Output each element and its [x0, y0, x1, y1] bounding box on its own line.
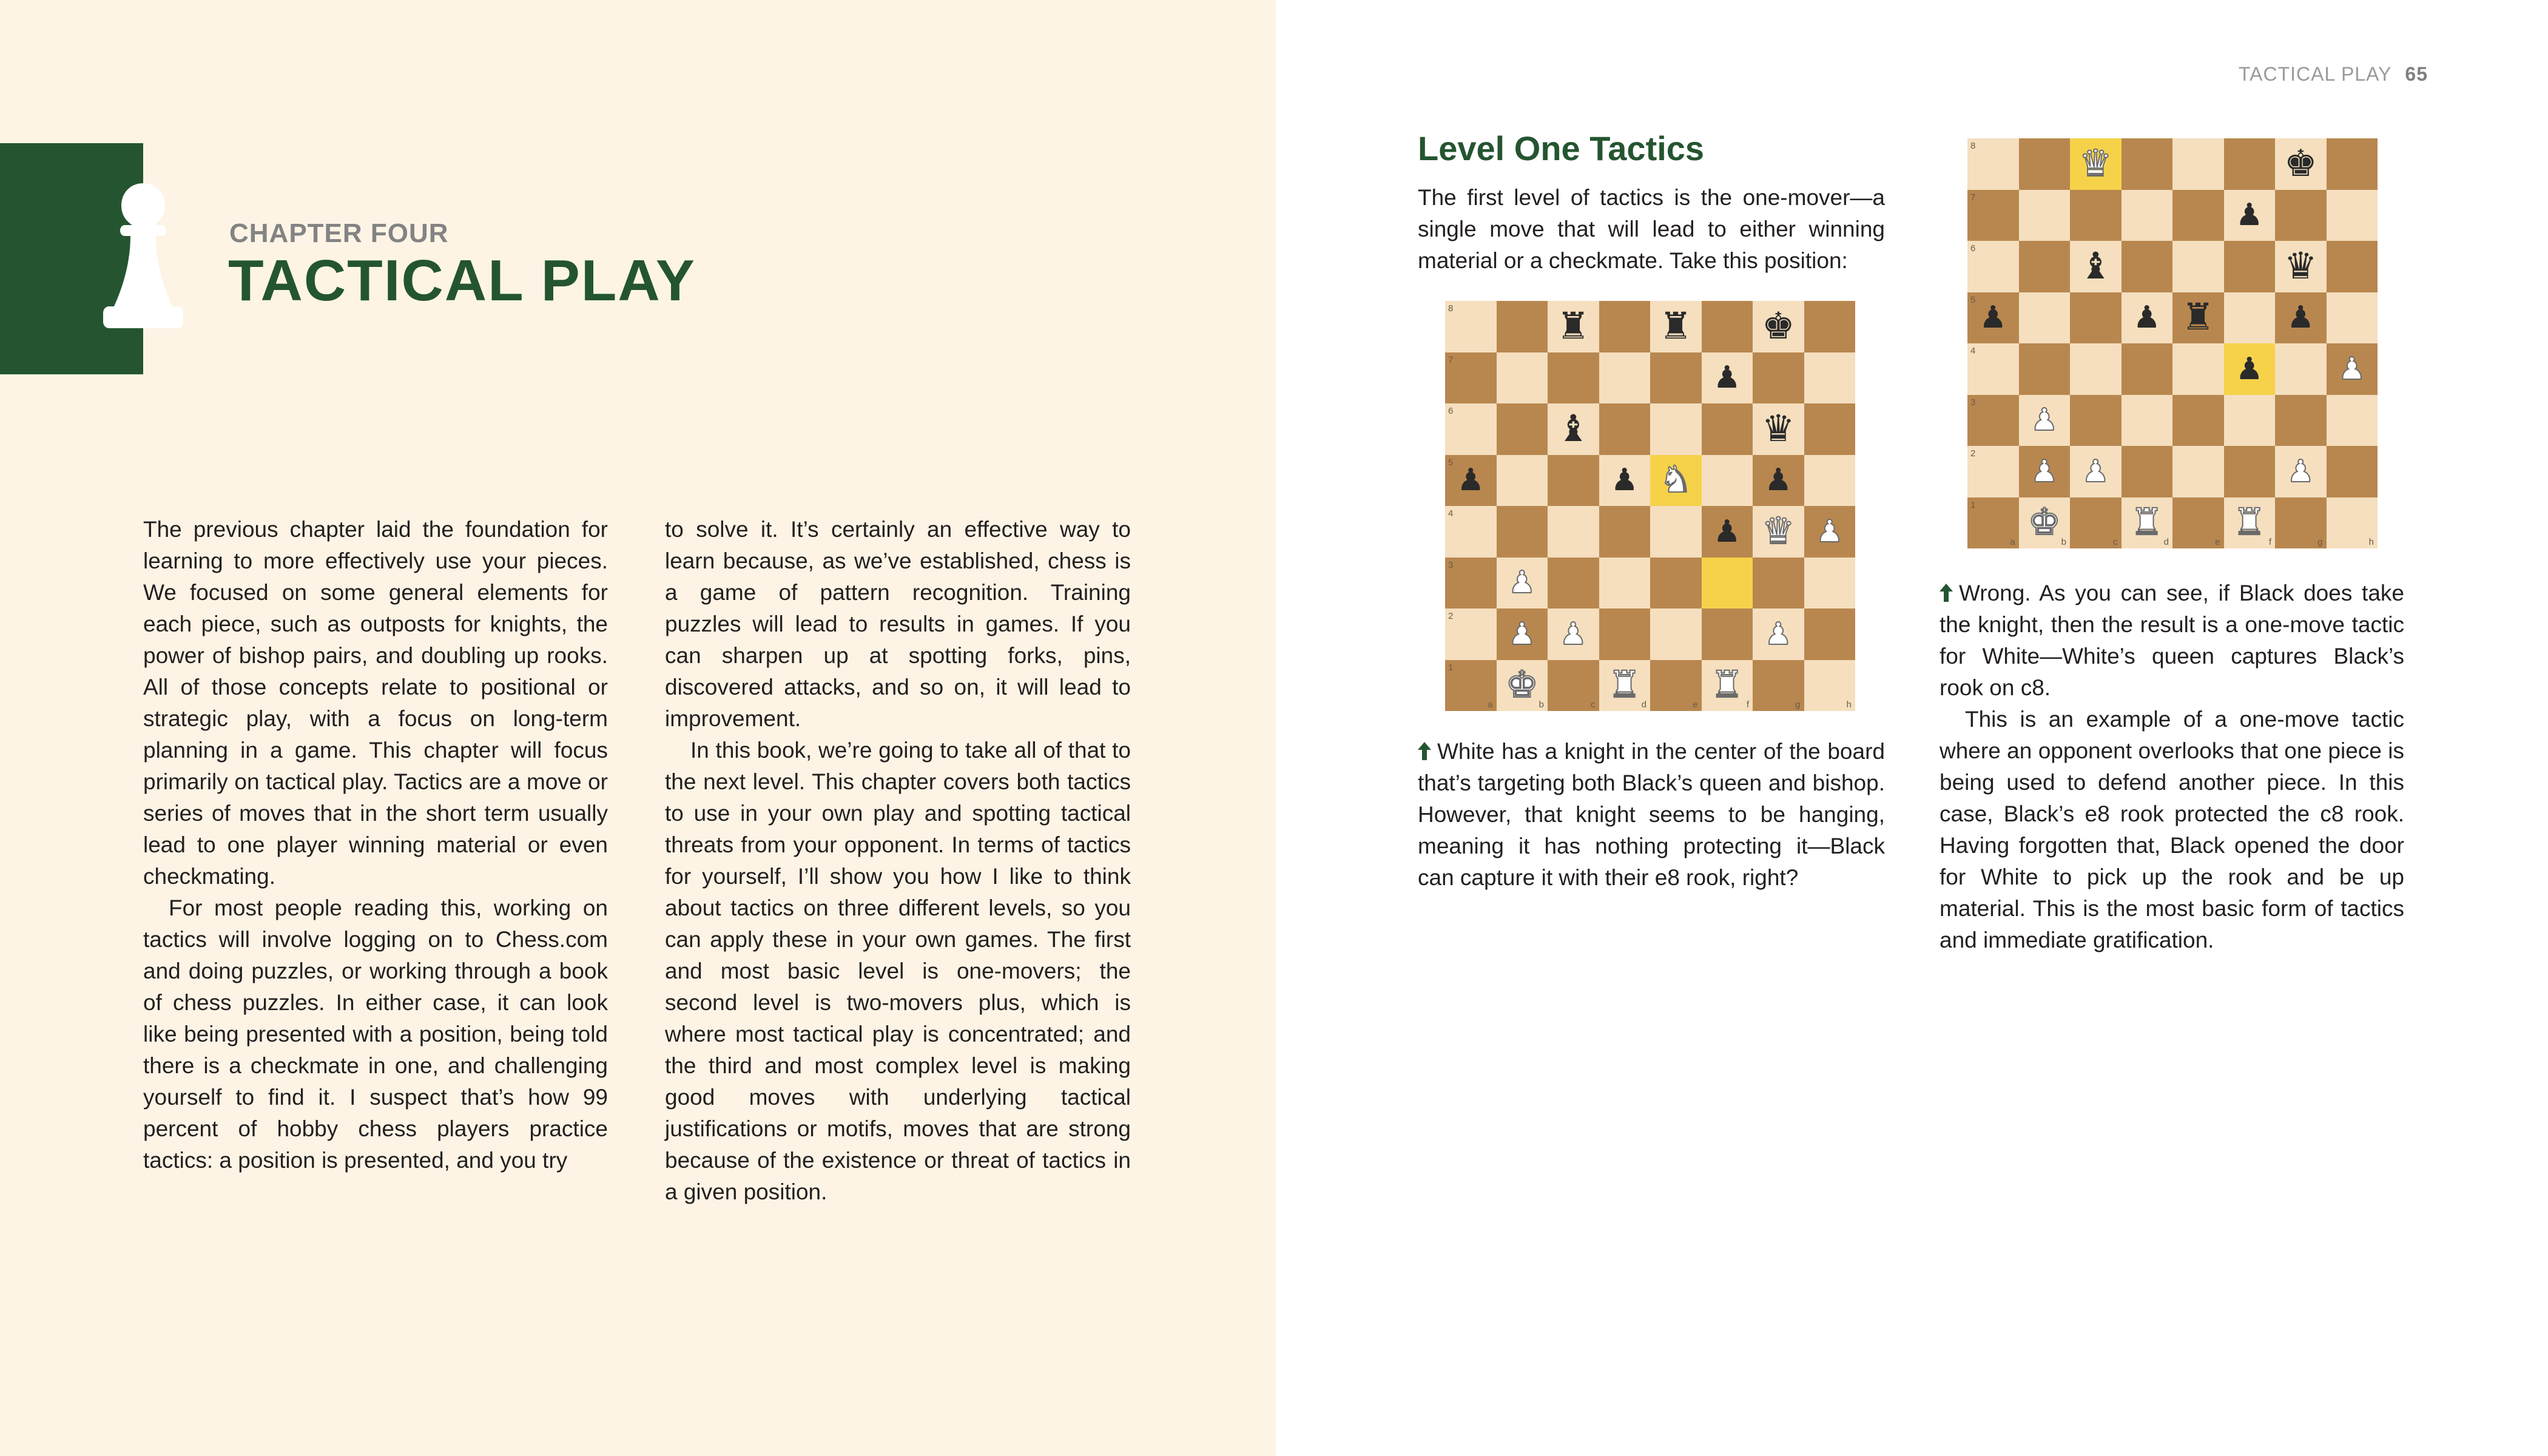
file-label: f: [2268, 537, 2271, 547]
square-e6: [2172, 241, 2224, 292]
square-c3: [2070, 395, 2122, 447]
square-d5: [2122, 292, 2173, 344]
white-pawn-icon: ♟: [2031, 453, 2058, 489]
square-e1: [1650, 660, 1702, 712]
square-c2: [1548, 608, 1599, 660]
file-label: b: [2061, 537, 2066, 547]
black-pawn-icon: ♟: [1713, 513, 1741, 549]
square-d1: [2122, 497, 2173, 549]
white-pawn-icon: ♟: [1559, 615, 1587, 652]
square-g4: [1753, 506, 1804, 558]
square-d2: [2122, 446, 2173, 497]
square-b4: [1497, 506, 1548, 558]
square-a7: [1445, 352, 1497, 404]
square-c7: [2070, 190, 2122, 241]
body-paragraph: This is an example of a one-move tactic where an opponent overlooks that one piece is being used to defend another piece. In this case, Black’s e8 rook protected the c8 rook. Having forgotten that, Black opened the door for White to pick up the rook and be up material. This is the most basic form of tactics and immediate gratification.: [1940, 707, 2404, 952]
square-f2: [2224, 446, 2276, 497]
square-e2: [1650, 608, 1702, 660]
square-e5: [2172, 292, 2224, 344]
square-g7: [1753, 352, 1804, 404]
file-label: e: [2215, 537, 2220, 547]
square-f4: [1702, 506, 1753, 558]
square-b4: [2019, 343, 2071, 395]
white-queen-icon: ♛: [1761, 510, 1795, 553]
square-c1: [2070, 497, 2122, 549]
white-queen-icon: ♛: [2078, 142, 2112, 185]
white-rook-icon: ♜: [2130, 501, 2164, 544]
square-a1: [1445, 660, 1497, 712]
up-arrow-icon: [1940, 584, 1953, 602]
square-f6: [2224, 241, 2276, 292]
square-h3: [2327, 395, 2378, 447]
square-b6: [1497, 403, 1548, 455]
black-queen-icon: ♛: [1761, 407, 1795, 450]
square-c4: [1548, 506, 1599, 558]
square-b8: [1497, 301, 1548, 352]
square-a2: [1967, 446, 2019, 497]
square-b3: [1497, 558, 1548, 609]
file-label: g: [2317, 537, 2323, 547]
square-b8: [2019, 138, 2071, 190]
rank-label: 7: [1970, 192, 1976, 203]
square-d4: [1599, 506, 1651, 558]
square-f5: [2224, 292, 2276, 344]
body-paragraph: to solve it. It’s certainly an effective way to learn because, as we’ve established, chess is a game of pattern recognition. Training puzzles will lead to results in games. If you can sharpen up at spotting forks, pins, discovered attacks, and so on, it will lead to improvement.: [665, 517, 1131, 731]
file-label: h: [1846, 699, 1852, 710]
square-c4: [2070, 343, 2122, 395]
square-g6: [2275, 241, 2327, 292]
square-c7: [1548, 352, 1599, 404]
black-bishop-icon: ♝: [1556, 407, 1590, 450]
square-e4: [1650, 506, 1702, 558]
chessboard-position-one: [1445, 301, 1855, 711]
body-paragraph: The previous chapter laid the foundation for learning to more effectively use your pieces. We focused on some general elements for each piece, such as outposts for knights, the power of bishop pairs, and doubling up rooks. All of those concepts relate to positional or strategic play, with a focus on long-term planning in a game. This chapter will focus primarily on tactical play. Tactics are a move or series of moves that in the short term usually lead to one player winning material or even checkmating.: [143, 517, 608, 889]
white-pawn-icon: ♟: [1508, 564, 1536, 601]
square-a6: [1967, 241, 2019, 292]
square-c3: [1548, 558, 1599, 609]
rank-label: 1: [1970, 499, 1976, 510]
square-g1: [1753, 660, 1804, 712]
intro-text: The first level of tactics is the one-mover—a single move that will lead to either winning material or a checkmate. Take this position:: [1418, 185, 1885, 273]
square-f2: [1702, 608, 1753, 660]
rank-label: 1: [1448, 662, 1454, 673]
square-e8: [2172, 138, 2224, 190]
black-pawn-icon: ♟: [2133, 299, 2161, 335]
square-d7: [1599, 352, 1651, 404]
file-label: f: [1746, 699, 1749, 710]
square-c1: [1548, 660, 1599, 712]
square-b7: [2019, 190, 2071, 241]
square-g2: [2275, 446, 2327, 497]
square-a6: [1445, 403, 1497, 455]
square-g5: [1753, 455, 1804, 507]
square-b2: [1497, 608, 1548, 660]
chapter-label: CHAPTER FOUR: [229, 218, 449, 248]
square-e1: [2172, 497, 2224, 549]
square-g4: [2275, 343, 2327, 395]
square-g8: [2275, 138, 2327, 190]
square-f5: [1702, 455, 1753, 507]
up-arrow-icon: [1418, 742, 1431, 760]
square-f1: [1702, 660, 1753, 712]
square-a4: [1967, 343, 2019, 395]
square-b1: [2019, 497, 2071, 549]
rank-label: 3: [1448, 559, 1454, 570]
white-pawn-icon: ♟: [1816, 513, 1844, 549]
black-king-icon: ♚: [2283, 142, 2317, 185]
white-pawn-icon: ♟: [1764, 615, 1792, 652]
square-f4: [2224, 343, 2276, 395]
square-d2: [1599, 608, 1651, 660]
square-f8: [1702, 301, 1753, 352]
square-c6: [1548, 403, 1599, 455]
square-c2: [2070, 446, 2122, 497]
intro-paragraph: [1418, 182, 1885, 277]
square-c5: [2070, 292, 2122, 344]
square-d8: [2122, 138, 2173, 190]
square-b1: [1497, 660, 1548, 712]
body-paragraph: For most people reading this, working on tactics will involve logging on to Chess.com and doing puzzles, or working through a book of chess puzzles. In either case, it can look like being presented with a position, being told there is a checkmate in one, and challenging yourself to find it. I suspect that’s how 99 percent of hobby chess players practice tactics: a position is presented, and you try: [143, 895, 608, 1173]
file-label: d: [2163, 537, 2169, 547]
square-d5: [1599, 455, 1651, 507]
file-label: g: [1795, 699, 1801, 710]
square-e3: [2172, 395, 2224, 447]
white-pawn-icon: ♟: [2287, 453, 2314, 489]
square-d8: [1599, 301, 1651, 352]
rank-label: 6: [1970, 243, 1976, 254]
square-g5: [2275, 292, 2327, 344]
square-h4: [1804, 506, 1856, 558]
square-h1: [1804, 660, 1856, 712]
white-rook-icon: ♜: [1710, 664, 1744, 707]
white-pawn-icon: ♟: [2338, 350, 2366, 386]
file-label: a: [2010, 537, 2015, 547]
square-a3: [1445, 558, 1497, 609]
square-h2: [2327, 446, 2378, 497]
square-a5: [1445, 455, 1497, 507]
square-b5: [2019, 292, 2071, 344]
file-label: a: [1488, 699, 1493, 710]
page-number: 65: [2405, 63, 2428, 85]
chapter-title: TACTICAL PLAY: [228, 248, 696, 313]
file-label: e: [1693, 699, 1698, 710]
square-f3: [1702, 558, 1753, 609]
square-h6: [1804, 403, 1856, 455]
square-d6: [1599, 403, 1651, 455]
black-pawn-icon: ♟: [1611, 462, 1639, 498]
square-f1: [2224, 497, 2276, 549]
square-e8: [1650, 301, 1702, 352]
rank-label: 8: [1970, 141, 1976, 151]
square-a2: [1445, 608, 1497, 660]
square-h1: [2327, 497, 2378, 549]
running-head: [2239, 63, 2428, 86]
pawn-icon: [101, 182, 186, 339]
square-a7: [1967, 190, 2019, 241]
square-g7: [2275, 190, 2327, 241]
square-c8: [2070, 138, 2122, 190]
square-d7: [2122, 190, 2173, 241]
square-c8: [1548, 301, 1599, 352]
black-king-icon: ♚: [1761, 305, 1795, 348]
rank-label: 4: [1970, 346, 1976, 356]
square-h6: [2327, 241, 2378, 292]
black-pawn-icon: ♟: [1764, 462, 1792, 498]
square-a8: [1967, 138, 2019, 190]
rank-label: 2: [1970, 448, 1976, 459]
body-column-1: [143, 514, 608, 1176]
square-f7: [1702, 352, 1753, 404]
square-h7: [2327, 190, 2378, 241]
square-g1: [2275, 497, 2327, 549]
square-g3: [2275, 395, 2327, 447]
square-c6: [2070, 241, 2122, 292]
square-b3: [2019, 395, 2071, 447]
square-d6: [2122, 241, 2173, 292]
square-d4: [2122, 343, 2173, 395]
square-c5: [1548, 455, 1599, 507]
black-rook-icon: ♜: [2181, 296, 2215, 339]
caption-one-text: White has a knight in the center of the board that’s targeting both Black’s queen and bishop. However, that knight seems to be hanging, meaning it has nothing protecting it—Black can capture it with their e8 rook, right?: [1418, 739, 1885, 890]
white-knight-icon: ♞: [1659, 459, 1693, 502]
rank-label: 7: [1448, 354, 1454, 365]
square-b2: [2019, 446, 2071, 497]
chessboard-position-two: [1967, 138, 2378, 548]
square-f3: [2224, 395, 2276, 447]
black-pawn-icon: ♟: [2236, 350, 2263, 386]
square-b7: [1497, 352, 1548, 404]
section-heading: Level One Tactics: [1418, 129, 1705, 167]
square-d3: [2122, 395, 2173, 447]
square-g2: [1753, 608, 1804, 660]
white-pawn-icon: ♟: [1508, 615, 1536, 652]
body-column-2: [665, 514, 1131, 1208]
file-label: d: [1641, 699, 1646, 710]
square-e7: [1650, 352, 1702, 404]
white-pawn-icon: ♟: [2081, 453, 2109, 489]
white-rook-icon: ♜: [1608, 664, 1642, 707]
rank-label: 5: [1970, 294, 1976, 305]
square-e5: [1650, 455, 1702, 507]
square-a5: [1967, 292, 2019, 344]
square-g6: [1753, 403, 1804, 455]
rank-label: 4: [1448, 508, 1454, 519]
white-king-icon: ♚: [2027, 501, 2061, 544]
square-e7: [2172, 190, 2224, 241]
square-e6: [1650, 403, 1702, 455]
square-h2: [1804, 608, 1856, 660]
black-pawn-icon: ♟: [2236, 197, 2263, 233]
black-pawn-icon: ♟: [1979, 299, 2007, 335]
square-h4: [2327, 343, 2378, 395]
square-f6: [1702, 403, 1753, 455]
caption-one: [1418, 736, 1885, 894]
file-label: c: [1591, 699, 1596, 710]
caption-two-text: Wrong. As you can see, if Black does take the knight, then the result is a one-move tactic for White—White’s queen captures Black’s rook on c8.: [1940, 581, 2404, 700]
square-a8: [1445, 301, 1497, 352]
square-f7: [2224, 190, 2276, 241]
file-label: h: [2368, 537, 2374, 547]
white-pawn-icon: ♟: [2031, 402, 2058, 438]
black-queen-icon: ♛: [2283, 244, 2317, 288]
file-label: b: [1539, 699, 1544, 710]
black-bishop-icon: ♝: [2078, 244, 2112, 288]
rank-label: 2: [1448, 611, 1454, 621]
square-e4: [2172, 343, 2224, 395]
black-rook-icon: ♜: [1556, 305, 1590, 348]
square-a3: [1967, 395, 2019, 447]
square-g3: [1753, 558, 1804, 609]
body-paragraph: In this book, we’re going to take all of that to the next level. This chapter covers both tactics to use in your own play and spotting tactical threats from your opponent. In terms of tactics for yourself, I’ll show you how I like to think about tactics on three different levels, so you can apply these in your own games. The first and most basic level is one-movers; the second level is two-movers plus, which is where most tactical play is concentrated; and the third and most complex level is making good moves with underlying tactical justifications or motifs, moves that are strong because of the existence or threat of tactics in a given position.: [665, 738, 1131, 1204]
rank-label: 8: [1448, 303, 1454, 314]
black-rook-icon: ♜: [1659, 305, 1693, 348]
square-h5: [1804, 455, 1856, 507]
white-king-icon: ♚: [1505, 664, 1539, 707]
square-h8: [2327, 138, 2378, 190]
black-pawn-icon: ♟: [2287, 299, 2314, 335]
rank-label: 6: [1448, 406, 1454, 416]
square-b6: [2019, 241, 2071, 292]
square-h5: [2327, 292, 2378, 344]
black-pawn-icon: ♟: [1457, 462, 1485, 498]
black-pawn-icon: ♟: [1713, 359, 1741, 396]
square-f8: [2224, 138, 2276, 190]
caption-two: [1940, 578, 2404, 956]
square-h8: [1804, 301, 1856, 352]
white-rook-icon: ♜: [2233, 501, 2267, 544]
square-g8: [1753, 301, 1804, 352]
square-b5: [1497, 455, 1548, 507]
running-head-title: TACTICAL PLAY: [2238, 63, 2392, 85]
square-e2: [2172, 446, 2224, 497]
rank-label: 3: [1970, 397, 1976, 408]
file-label: c: [2113, 537, 2118, 547]
square-h3: [1804, 558, 1856, 609]
square-d1: [1599, 660, 1651, 712]
square-h7: [1804, 352, 1856, 404]
square-d3: [1599, 558, 1651, 609]
rank-label: 5: [1448, 457, 1454, 468]
square-a4: [1445, 506, 1497, 558]
square-e3: [1650, 558, 1702, 609]
square-a1: [1967, 497, 2019, 549]
